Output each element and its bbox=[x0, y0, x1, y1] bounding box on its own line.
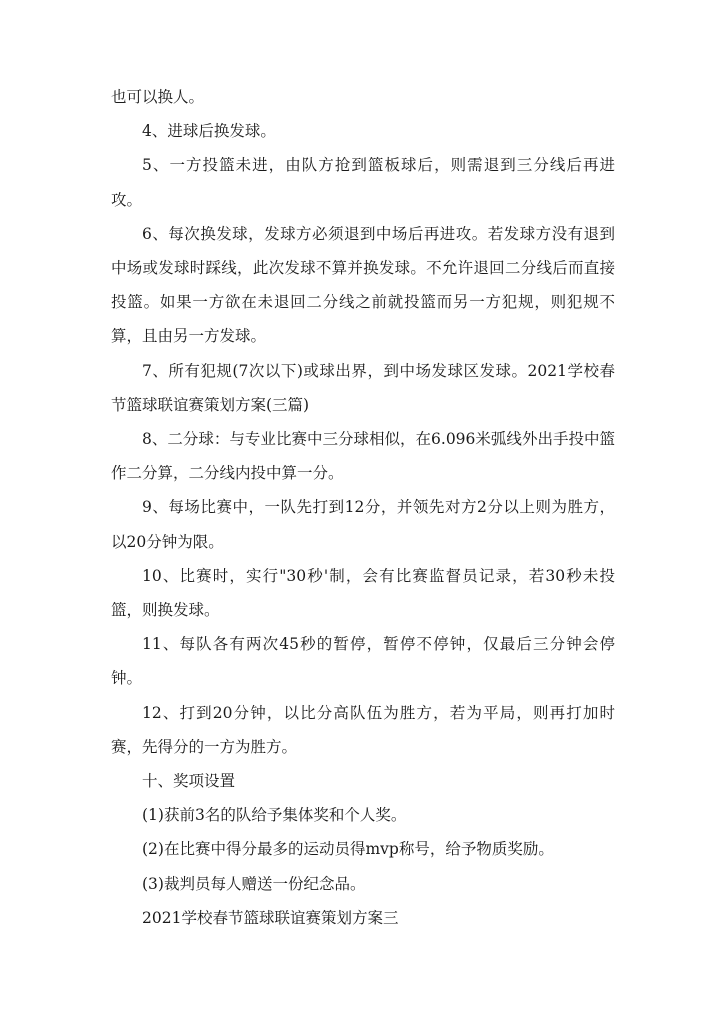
award-item-3: (3)裁判员每人赠送一份纪念品。 bbox=[142, 874, 366, 893]
rule-5: 5、一方投篮未进，由队方抢到篮板球后，则需退到三分线后再进攻。 bbox=[111, 156, 615, 209]
next-plan-title: 2021学校春节篮球联谊赛策划方案三 bbox=[142, 908, 399, 927]
rule-12: 12、打到20分钟，以比分高队伍为胜方，若为平局，则再打加时赛，先得分的一方为胜方。 bbox=[111, 703, 615, 756]
rule-6: 6、每次换发球，发球方必须退到中场后再进攻。若发球方没有退到中场或发球时踩线，此次发球不算并换发球。不允许退回二分线后而直接投篮。如果一方欲在未退回二分线之前就投篮而另一方犯规，则犯规不算，且由另一方发球。 bbox=[111, 224, 615, 346]
section-heading-awards: 十、奖项设置 bbox=[142, 772, 236, 791]
rule-9: 9、每场比赛中，一队先打到12分，并领先对方2分以上则为胜方，以20分钟为限。 bbox=[111, 498, 615, 551]
rule-4: 4、进球后换发球。 bbox=[142, 122, 276, 141]
rule-11: 11、每队各有两次45秒的暂停，暂停不停钟，仅最后三分钟会停钟。 bbox=[111, 635, 615, 688]
rule-7: 7、所有犯规(7次以下)或球出界，到中场发球区发球。2021学校春节篮球联谊赛策划方案(三篇) bbox=[111, 361, 615, 414]
award-item-1: (1)获前3名的队给予集体奖和个人奖。 bbox=[142, 806, 407, 825]
document-page bbox=[111, 80, 615, 935]
rule-8: 8、二分球：与专业比赛中三分球相似，在6.096米弧线外出手投中篮作二分算，二分线内投中算一分。 bbox=[111, 430, 615, 483]
rule-10: 10、比赛时，实行"30秒'制，会有比赛监督员记录，若30秒未投篮，则换发球。 bbox=[111, 566, 615, 620]
award-item-2: (2)在比赛中得分最多的运动员得mvp称号，给予物质奖励。 bbox=[142, 840, 554, 859]
paragraph-continuation: 也可以换人。 bbox=[111, 88, 205, 106]
